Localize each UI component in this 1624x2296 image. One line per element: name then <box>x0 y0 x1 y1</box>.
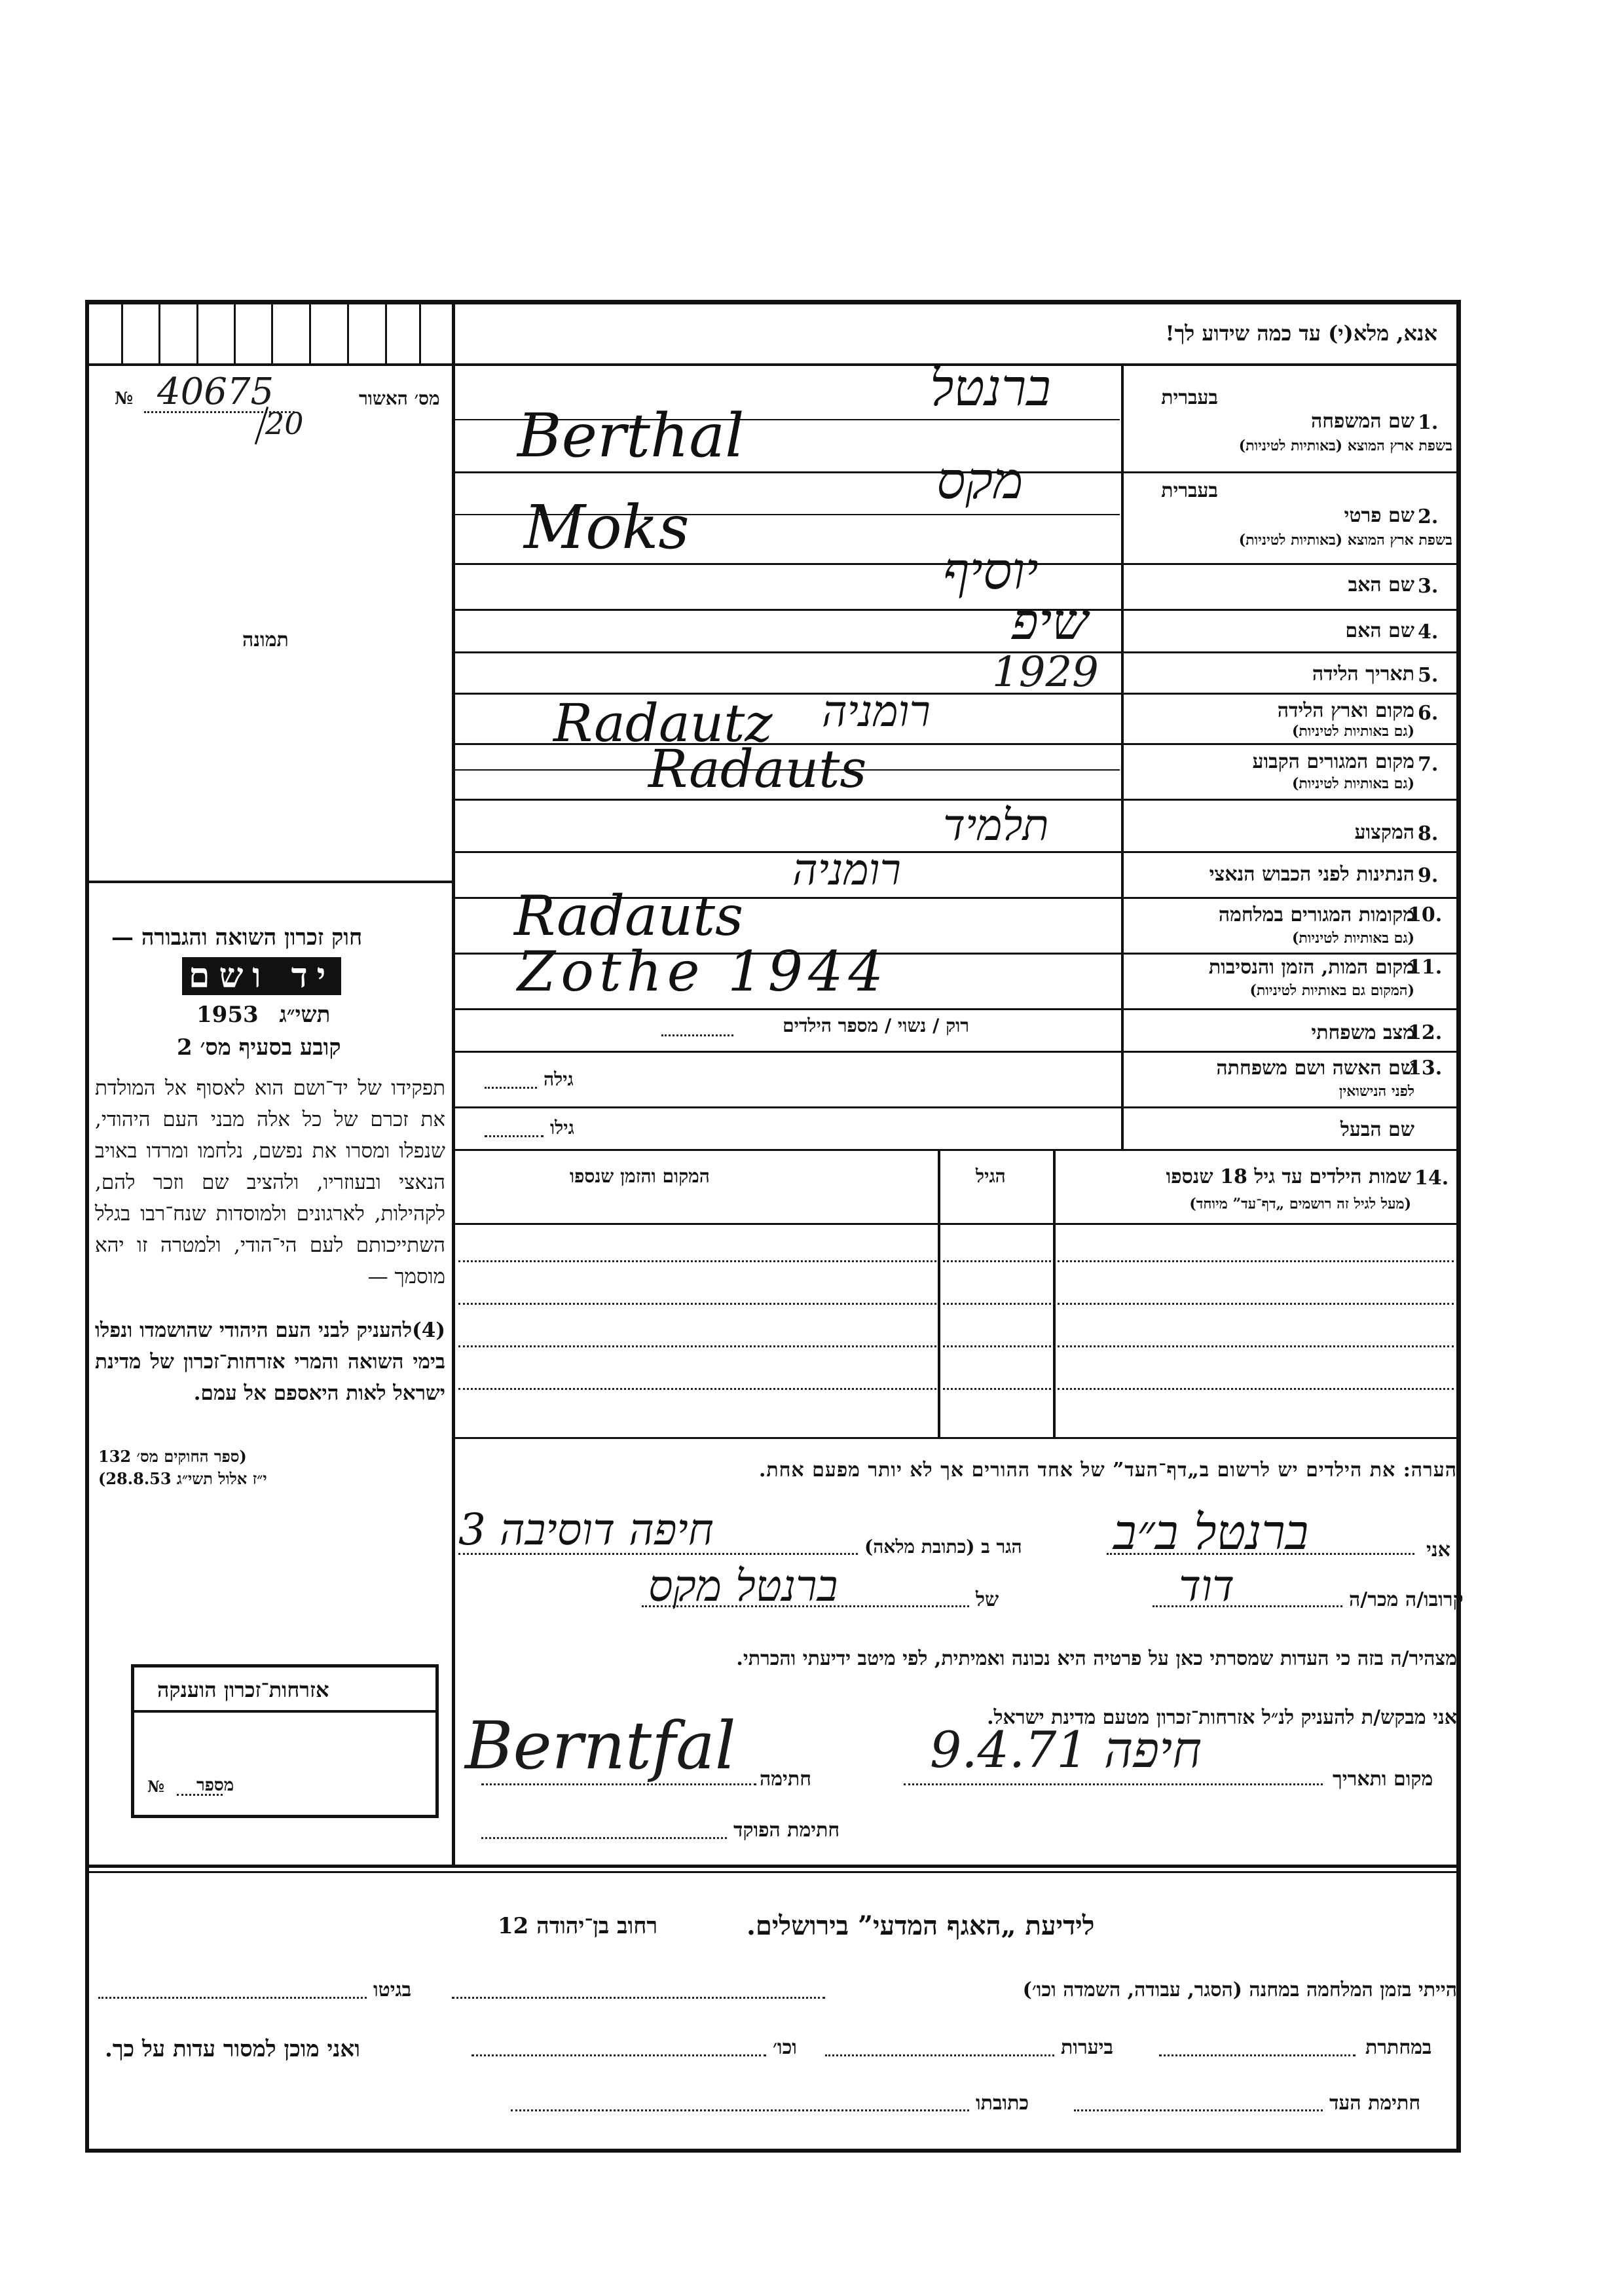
field-12-options: רוק / נשוי / מספר הילדים <box>783 1015 969 1036</box>
field-4-label: שם האם <box>1345 619 1414 642</box>
field-4-value: שיפ <box>1012 592 1088 651</box>
field-7-number: 7. <box>1418 753 1439 776</box>
field-1-label: שם המשפחה <box>1310 410 1414 433</box>
memorial-box-title: אזרחות־זכרון הוענקה <box>157 1677 329 1702</box>
field-2-in-hebrew: בעברית <box>1161 479 1218 502</box>
field-13-age-label: גילה <box>544 1068 574 1090</box>
field-11-latin-value: Zothe 1944 <box>517 939 889 1004</box>
field-2-number: 2. <box>1418 505 1439 528</box>
info-line-2d: ואני מוכן למסור עדות על כך. <box>105 2036 360 2062</box>
field-11-label: מקום המות, הזמן והנסיבות <box>1208 956 1414 979</box>
field-6-latin-value: Radautz <box>553 693 773 754</box>
form-heading: אנא, מלא(י) עד כמה שידוע לך! <box>1165 321 1437 346</box>
field-husband-label: שם הבעל <box>1340 1118 1414 1141</box>
field-7-sublabel: (גם באותיות לטיניות) <box>1291 775 1414 792</box>
field-husband-age-label: גילו <box>550 1117 574 1139</box>
field-4-number: 4. <box>1418 621 1439 644</box>
field-5-label: תאריך הלידה <box>1312 663 1414 685</box>
field-5-value: 1929 <box>992 648 1099 697</box>
field-1-sublabel: בשפת ארץ המוצא (באותיות לטיניות) <box>1238 437 1452 454</box>
declarant-relative-label: קרובו/ה מכר/ה <box>1349 1588 1464 1611</box>
law-body: תפקידו של יד־ושם הוא לאסוף אל המולדת את זכרם של כל אלה מבני העם היהודי, שנפלו ומסרו את נפשם, נלחמו ומרדו באויב הנאצי ובעוזריו, ולהציב שם וזכר להם, לקהילות, לארגונים ולמוסדות שנח־רבו בגלל השתייכותם לעם הי־הודי, ולמטרה זו יהא מוסמך — <box>95 1076 445 1288</box>
declarant-relation-value: דוד <box>1179 1561 1235 1611</box>
info-line-1a: הייתי בזמן המלחמה במחנה (הסגר, עבודה, השמדה וכו׳) <box>1022 1978 1457 2001</box>
law-title: חוק זכרון השואה והגבורה — <box>111 924 363 951</box>
field-5-number: 5. <box>1418 664 1439 687</box>
declarant-ani-label: אני <box>1426 1539 1450 1561</box>
declarant-of-label: של <box>976 1588 999 1611</box>
field-10-number: 10. <box>1408 903 1443 926</box>
law-year <box>196 1002 330 1028</box>
declarant-lives-label: הגר ב (כתובת מלאה) <box>864 1536 1022 1558</box>
field-9-value: רומניה <box>792 845 901 895</box>
field-8-label: המקצוע <box>1354 821 1414 844</box>
place-date-value: חיפה 9.4.71 <box>930 1721 1202 1779</box>
info-line-1b: בגיטו <box>373 1978 412 2001</box>
field-9-label: הנתינות לפני הכבוש הנאצי <box>1209 863 1414 886</box>
field-3-label: שם האב <box>1348 574 1414 596</box>
field-3-number: 3. <box>1418 575 1439 598</box>
field-11-sublabel: (המקום גם באותיות לטיניות) <box>1249 982 1414 999</box>
approval-number-value: 40675 <box>157 371 274 413</box>
field-9-number: 9. <box>1418 864 1439 887</box>
field-7-label: מקום המגורים הקבוע <box>1252 750 1414 773</box>
approval-number-sub: 20 <box>265 406 304 441</box>
field-1-number: 1. <box>1418 411 1439 434</box>
law-year-number: 1953 <box>196 1002 259 1028</box>
law-year-hebrew: תשי״ג <box>279 1002 331 1028</box>
field-2-latin-value: Moks <box>524 492 690 562</box>
declarant-address-value: חיפה דוסיבה 3 <box>458 1504 714 1555</box>
children-label: שמות הילדים עד גיל 18 שנספו <box>1166 1165 1411 1188</box>
field-1-latin-value: Berthal <box>517 401 745 471</box>
field-2-sublabel: בשפת ארץ המוצא (באותיות לטיניות) <box>1238 532 1452 549</box>
field-1-in-hebrew: בעברית <box>1161 386 1218 409</box>
info-line-2b: ביערות <box>1061 2036 1114 2059</box>
memorial-box-number-sign: № <box>147 1777 165 1796</box>
memorial-box-number-label: מספר <box>196 1776 234 1795</box>
law-body-2: (4)להעניק לבני העם היהודי שהושמדו ונפלו בימי השואה והמרי אזרחות־זכרון של מדינת ישראל לאות היאספם אל עמם. <box>95 1319 445 1405</box>
field-6-number: 6. <box>1418 702 1439 725</box>
field-3-value: יוסיף <box>943 542 1039 601</box>
declarant-name-value: ברנטל ב״ב <box>1113 1504 1309 1561</box>
field-6-label: מקום וארץ הלידה <box>1277 699 1414 722</box>
field-6-hebrew-value: רומניה <box>822 686 931 737</box>
children-col-place: המקום והזמן שנספו <box>570 1165 710 1187</box>
signature-value: Berntfal <box>465 1707 736 1784</box>
field-8-number: 8. <box>1418 822 1439 845</box>
info-line-2c: וכו׳ <box>773 2036 797 2059</box>
field-13-label: שם האשה ושם משפחתה <box>1216 1057 1414 1080</box>
inspector-signature-label: חתימת הפוקד <box>733 1819 840 1842</box>
field-7-latin-value: Radauts <box>648 738 867 799</box>
children-number: 14. <box>1414 1167 1449 1190</box>
info-line-2a: במחתרת <box>1365 2036 1432 2059</box>
law-reference-2: י״ז אלול תשי״ג 28.8.53) <box>98 1469 267 1488</box>
children-note: הערה: את הילדים יש לרשום ב„דף־העד” של אחד ההורים אך לא יותר מפעם אחת. <box>758 1459 1457 1482</box>
field-10-label: מקומות המגורים במלחמה <box>1218 903 1414 926</box>
place-date-label: מקום ותאריך <box>1333 1768 1433 1791</box>
declaration-text: מצהיר/ה בזה כי העדות שמסרתי כאן על פרטיה היא נכונה ואמיתית, לפי מיטב ידיעתי והכרתי. <box>736 1647 1457 1670</box>
field-8-value: תלמיד <box>943 800 1049 850</box>
declarant-of-value: ברנטל מקס <box>648 1561 838 1611</box>
info-line-3a: חתימת העד <box>1329 2092 1421 2115</box>
info-title: לידיעת „האגף המדעי” בירושלים. <box>747 1910 1095 1941</box>
field-2-label: שם פרטי <box>1344 504 1414 527</box>
approval-number-label: מס׳ האשור <box>359 388 440 409</box>
field-2-hebrew-value: מקס <box>936 452 1024 511</box>
field-1-hebrew-value: ברנטל <box>930 359 1051 418</box>
field-10-sublabel: (גם באותיות לטיניות) <box>1291 930 1414 947</box>
request-text: אני מבקש/ת להעניק לנ״ל אזרחות־זכרון מטעם מדינת ישראל. <box>987 1706 1457 1729</box>
field-6-sublabel: (גם באותיות לטיניות) <box>1291 723 1414 740</box>
signature-label: חתימה <box>760 1768 811 1791</box>
field-13-sublabel: לפני הנישואין <box>1338 1083 1414 1100</box>
field-12-label: מצב משפחתי <box>1311 1021 1414 1044</box>
info-line-3b: כתובתו <box>976 2092 1029 2115</box>
field-12-number: 12. <box>1408 1021 1443 1044</box>
law-reference-1: (ספר החוקים מס׳ 132 <box>98 1447 247 1466</box>
children-sublabel: (מעל לגיל זה רושמים „דף־עד” מיוחד) <box>1189 1195 1411 1212</box>
law-brand-logo: יד ושם <box>182 957 341 995</box>
field-10-latin-value: Radauts <box>514 884 744 948</box>
photo-label: תמונה <box>242 629 289 651</box>
children-col-age: הגיל <box>976 1165 1006 1187</box>
law-clause: קובע בסעיף מס׳ 2 <box>177 1034 341 1061</box>
field-13-number: 13. <box>1408 1057 1443 1080</box>
approval-number-sign: № <box>115 389 134 409</box>
field-11-number: 11. <box>1408 956 1443 979</box>
info-address: רחוב בן־יהודה 12 <box>498 1913 658 1939</box>
